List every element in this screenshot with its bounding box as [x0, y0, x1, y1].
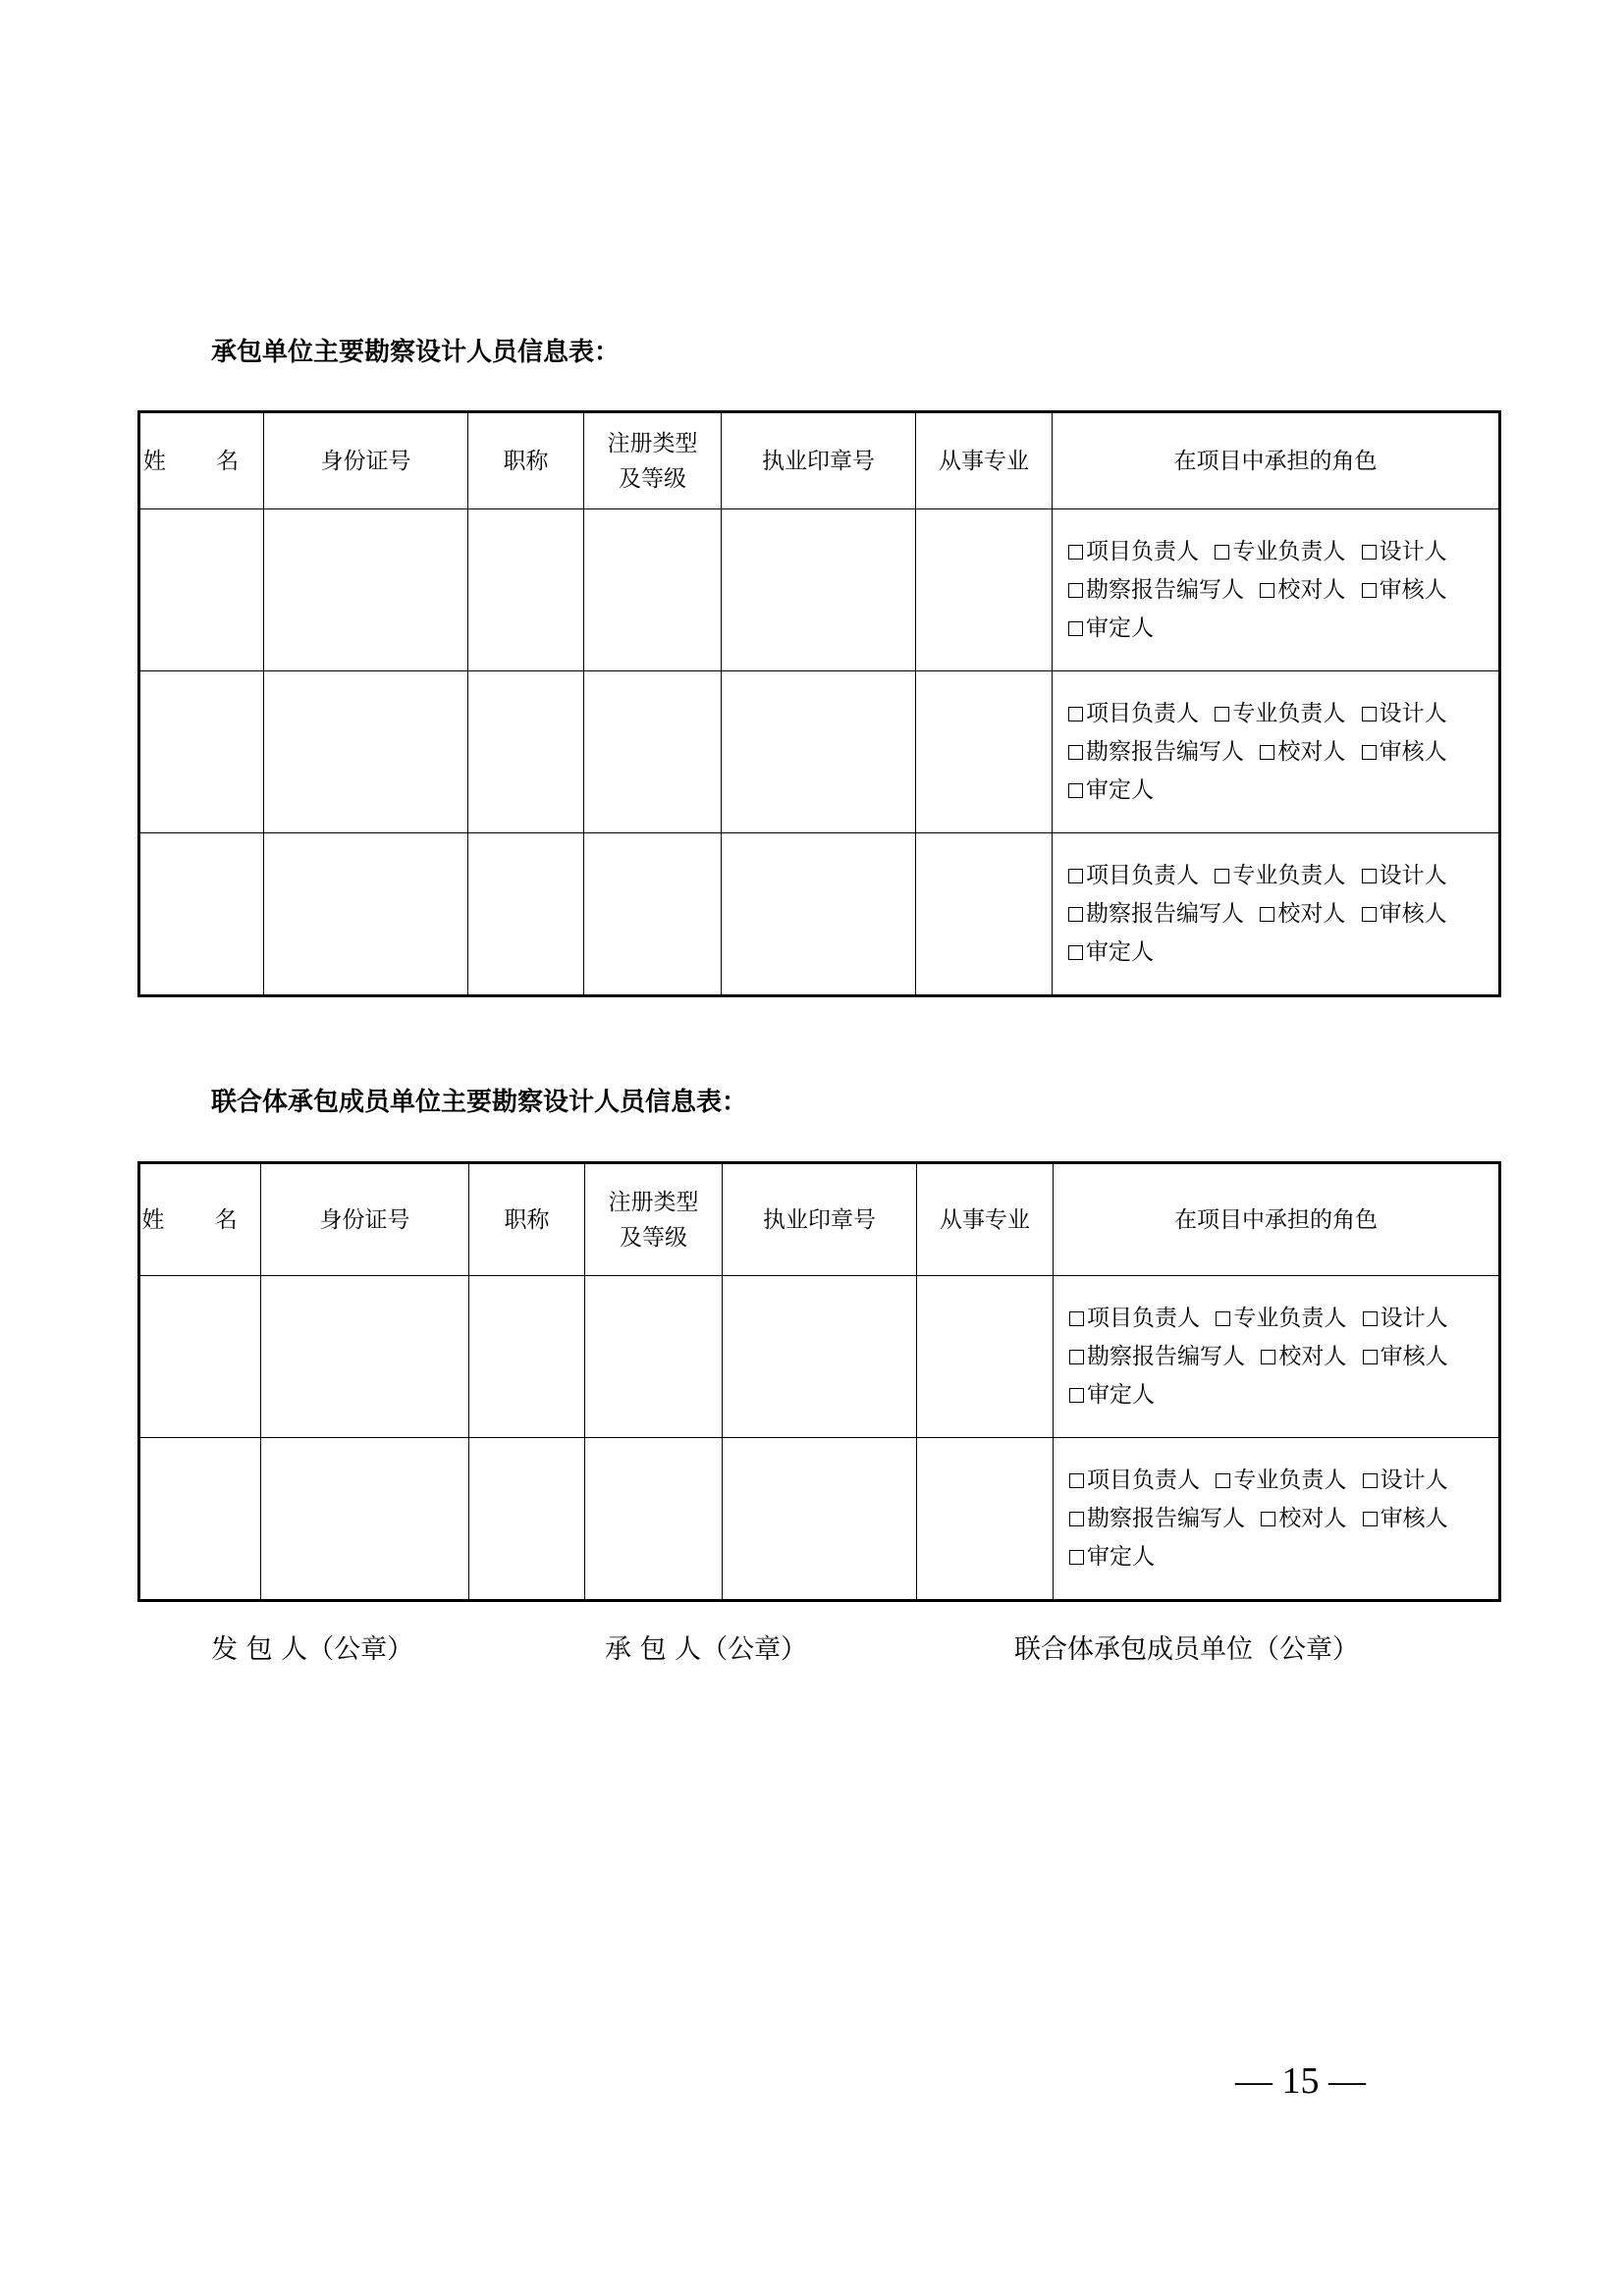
role-option-designer[interactable]: 设计人 [1362, 701, 1447, 726]
checkbox-icon[interactable] [1215, 869, 1229, 883]
role-option-proofreader[interactable]: 校对人 [1261, 1344, 1346, 1369]
checkbox-icon[interactable] [1068, 783, 1083, 798]
role-option-proofreader[interactable]: 校对人 [1260, 901, 1345, 927]
cell-roles [1054, 1438, 1500, 1601]
role-option-designer[interactable]: 设计人 [1362, 863, 1447, 888]
cell-seal-number[interactable] [722, 671, 916, 833]
cell-registration[interactable] [585, 1276, 723, 1438]
checkbox-icon[interactable] [1068, 745, 1083, 760]
checkbox-icon[interactable] [1215, 545, 1229, 560]
cell-roles [1053, 509, 1500, 671]
cell-registration[interactable] [584, 833, 722, 996]
cell-roles [1053, 833, 1500, 996]
checkbox-icon[interactable] [1068, 945, 1083, 960]
role-option-report-writer[interactable]: 勘察报告编写人 [1068, 739, 1244, 765]
header-name: 姓 名 [139, 412, 264, 509]
role-option-approver[interactable]: 审定人 [1069, 1544, 1155, 1570]
table-row [139, 671, 1500, 833]
cell-specialty[interactable] [916, 509, 1053, 671]
cell-roles [1053, 671, 1500, 833]
checkbox-icon[interactable] [1216, 1311, 1230, 1326]
checkbox-icon[interactable] [1362, 545, 1377, 560]
cell-specialty[interactable] [916, 833, 1053, 996]
checkbox-icon[interactable] [1068, 621, 1083, 636]
cell-title[interactable] [469, 1438, 585, 1601]
checkbox-icon[interactable] [1362, 869, 1377, 883]
checkbox-icon[interactable] [1069, 1350, 1084, 1364]
cell-seal-number[interactable] [722, 509, 916, 671]
role-option-approver[interactable]: 审定人 [1068, 615, 1154, 641]
cell-registration[interactable] [585, 1438, 723, 1601]
role-option-project-leader[interactable]: 项目负责人 [1068, 701, 1199, 726]
consortium-member-staff-table [137, 1161, 1501, 1602]
checkbox-icon[interactable] [1362, 907, 1377, 922]
checkbox-icon[interactable] [1069, 1550, 1084, 1565]
role-option-designer[interactable]: 设计人 [1362, 539, 1447, 564]
checkbox-icon[interactable] [1068, 545, 1083, 560]
header-registration: 注册类型 及等级 [585, 1163, 723, 1276]
header-seal-number: 执业印章号 [723, 1163, 917, 1276]
role-option-approver[interactable]: 审定人 [1068, 939, 1154, 965]
role-option-proofreader[interactable]: 校对人 [1260, 739, 1345, 765]
main-contractor-staff-table [137, 410, 1501, 997]
cell-name[interactable] [139, 833, 264, 996]
cell-id-number[interactable] [264, 509, 468, 671]
header-id-number: 身份证号 [264, 412, 468, 509]
role-option-discipline-leader[interactable]: 专业负责人 [1216, 1468, 1346, 1493]
checkbox-icon[interactable] [1363, 1473, 1378, 1488]
checkbox-icon[interactable] [1068, 583, 1083, 598]
role-option-reviewer[interactable]: 审核人 [1363, 1506, 1448, 1531]
cell-title[interactable] [468, 833, 584, 996]
cell-name[interactable] [139, 1438, 261, 1601]
role-option-project-leader[interactable]: 项目负责人 [1069, 1468, 1200, 1493]
table-row [139, 509, 1500, 671]
table-row [139, 1438, 1500, 1601]
role-option-approver[interactable]: 审定人 [1068, 777, 1154, 803]
checkbox-icon[interactable] [1260, 907, 1274, 922]
cell-name[interactable] [139, 1276, 261, 1438]
role-option-report-writer[interactable]: 勘察报告编写人 [1068, 901, 1244, 927]
checkbox-icon[interactable] [1069, 1388, 1084, 1403]
role-option-reviewer[interactable]: 审核人 [1362, 577, 1447, 603]
role-option-reviewer[interactable]: 审核人 [1363, 1344, 1448, 1369]
table-header-row [139, 412, 1500, 509]
role-option-project-leader[interactable]: 项目负责人 [1068, 539, 1199, 564]
cell-specialty[interactable] [916, 671, 1053, 833]
contractor-seal-label: 承 包 人（公章） [605, 1634, 808, 1665]
cell-title[interactable] [468, 671, 584, 833]
cell-roles [1054, 1276, 1500, 1438]
role-option-reviewer[interactable]: 审核人 [1362, 901, 1447, 927]
role-option-discipline-leader[interactable]: 专业负责人 [1215, 539, 1345, 564]
cell-id-number[interactable] [261, 1438, 469, 1601]
cell-registration[interactable] [584, 671, 722, 833]
cell-name[interactable] [139, 671, 264, 833]
cell-seal-number[interactable] [723, 1276, 917, 1438]
cell-specialty[interactable] [917, 1438, 1054, 1601]
checkbox-icon[interactable] [1261, 1350, 1275, 1364]
cell-title[interactable] [469, 1276, 585, 1438]
checkbox-icon[interactable] [1362, 707, 1377, 721]
checkbox-icon[interactable] [1069, 1512, 1084, 1526]
header-role: 在项目中承担的角色 [1054, 1163, 1500, 1276]
role-option-discipline-leader[interactable]: 专业负责人 [1215, 863, 1345, 888]
header-seal-number: 执业印章号 [722, 412, 916, 509]
checkbox-icon[interactable] [1215, 707, 1229, 721]
header-specialty: 从事专业 [916, 412, 1053, 509]
role-option-designer[interactable]: 设计人 [1363, 1306, 1448, 1331]
cell-name[interactable] [139, 509, 264, 671]
role-option-proofreader[interactable]: 校对人 [1260, 577, 1345, 603]
role-option-report-writer[interactable]: 勘察报告编写人 [1068, 577, 1244, 603]
header-name: 姓 名 [139, 1163, 261, 1276]
table1-title: 承包单位主要勘察设计人员信息表： [211, 338, 621, 367]
checkbox-icon[interactable] [1362, 745, 1377, 760]
role-option-report-writer[interactable]: 勘察报告编写人 [1069, 1506, 1245, 1531]
role-option-designer[interactable]: 设计人 [1363, 1468, 1448, 1493]
role-option-project-leader[interactable]: 项目负责人 [1068, 863, 1199, 888]
employer-seal-label: 发 包 人（公章） [211, 1634, 414, 1665]
cell-id-number[interactable] [264, 833, 468, 996]
header-title: 职称 [469, 1163, 585, 1276]
cell-registration[interactable] [584, 509, 722, 671]
checkbox-icon[interactable] [1362, 583, 1377, 598]
table-header-row [139, 1163, 1500, 1276]
cell-seal-number[interactable] [722, 833, 916, 996]
header-registration: 注册类型 及等级 [584, 412, 722, 509]
role-option-project-leader[interactable]: 项目负责人 [1069, 1306, 1200, 1331]
checkbox-icon[interactable] [1260, 583, 1274, 598]
cell-id-number[interactable] [261, 1276, 469, 1438]
checkbox-icon[interactable] [1260, 745, 1274, 760]
role-option-approver[interactable]: 审定人 [1069, 1382, 1155, 1408]
cell-seal-number[interactable] [723, 1438, 917, 1601]
checkbox-icon[interactable] [1068, 907, 1083, 922]
checkbox-icon[interactable] [1363, 1311, 1378, 1326]
header-title: 职称 [468, 412, 584, 509]
page-number: — 15 — [1235, 2060, 1366, 2102]
header-role: 在项目中承担的角色 [1053, 412, 1500, 509]
header-id-number: 身份证号 [261, 1163, 469, 1276]
checkbox-icon[interactable] [1216, 1473, 1230, 1488]
checkbox-icon[interactable] [1069, 1473, 1084, 1488]
role-option-reviewer[interactable]: 审核人 [1362, 739, 1447, 765]
table2-title: 联合体承包成员单位主要勘察设计人员信息表： [211, 1088, 748, 1117]
checkbox-icon[interactable] [1261, 1512, 1275, 1526]
role-option-discipline-leader[interactable]: 专业负责人 [1215, 701, 1345, 726]
role-option-report-writer[interactable]: 勘察报告编写人 [1069, 1344, 1245, 1369]
checkbox-icon[interactable] [1068, 869, 1083, 883]
role-option-discipline-leader[interactable]: 专业负责人 [1216, 1306, 1346, 1331]
checkbox-icon[interactable] [1363, 1512, 1378, 1526]
consortium-member-seal-label: 联合体承包成员单位（公章） [1014, 1634, 1359, 1665]
cell-id-number[interactable] [264, 671, 468, 833]
checkbox-icon[interactable] [1069, 1311, 1084, 1326]
cell-specialty[interactable] [917, 1276, 1054, 1438]
checkbox-icon[interactable] [1363, 1350, 1378, 1364]
checkbox-icon[interactable] [1068, 707, 1083, 721]
cell-title[interactable] [468, 509, 584, 671]
role-option-proofreader[interactable]: 校对人 [1261, 1506, 1346, 1531]
header-specialty: 从事专业 [917, 1163, 1054, 1276]
table-row [139, 833, 1500, 996]
table-row [139, 1276, 1500, 1438]
